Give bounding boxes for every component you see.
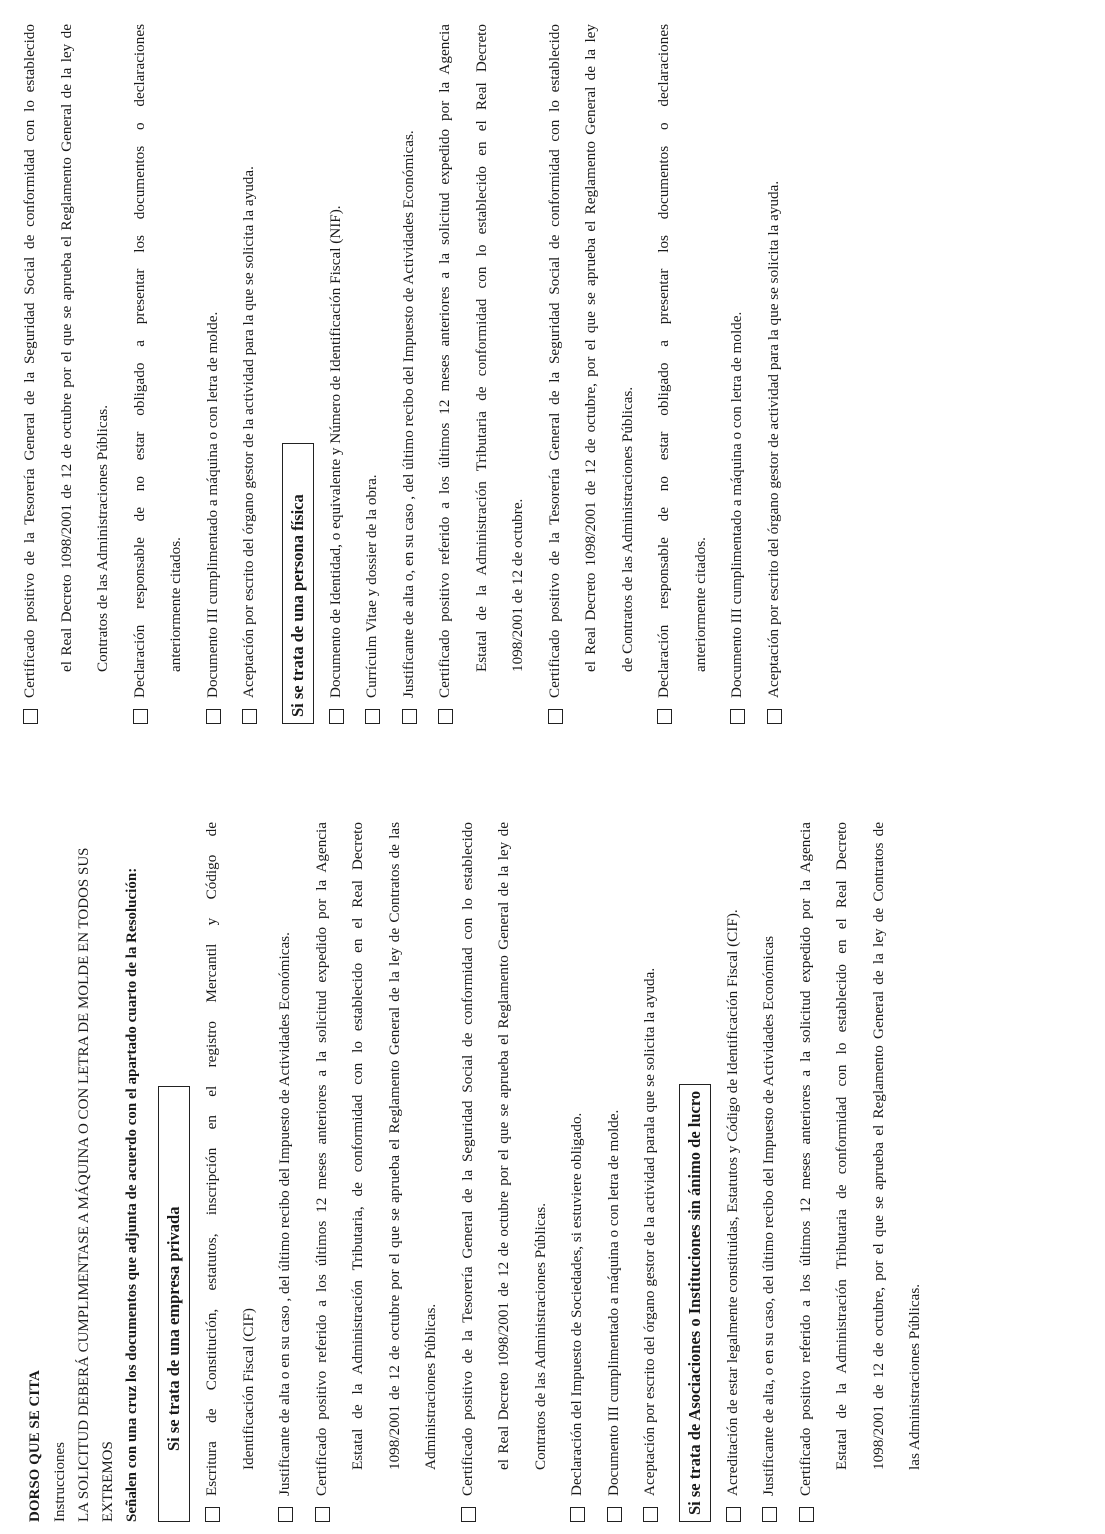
checkbox[interactable] bbox=[730, 709, 745, 724]
item-text-line: Documento III cumplimentado a máquina o con letra de molde. bbox=[728, 311, 745, 698]
checkbox[interactable] bbox=[23, 709, 38, 724]
checkbox[interactable] bbox=[607, 1507, 622, 1522]
checkbox[interactable] bbox=[365, 709, 380, 724]
item-text-line: Administraciones Públicas. bbox=[422, 1303, 439, 1470]
checkbox[interactable] bbox=[278, 1507, 293, 1522]
item-text-line: Escritura de Constitución, estatutos, inscripción en el registro Mercantil y Código de bbox=[203, 822, 220, 1496]
item-text-line: Justificante de alta o en su caso , del último recibo del Impuesto de Actividades Económicas. bbox=[276, 932, 293, 1496]
checkbox[interactable] bbox=[762, 1507, 777, 1522]
item-text-line: Documento de Identidad, o equivalente y Número de Identificación Fiscal (NIF). bbox=[326, 205, 344, 698]
item-text-line: Contratos de las Administraciones Públicas. bbox=[531, 1202, 549, 1470]
checkbox[interactable] bbox=[799, 1507, 814, 1522]
checklist-item bbox=[122, 24, 195, 724]
section-title-asociaciones: Si se trata de Asociaciones o Instituciones sin ánimo de lucro bbox=[679, 1084, 711, 1522]
checklist-item bbox=[194, 822, 267, 1522]
checklist-item bbox=[304, 822, 450, 1522]
item-text-line: Estatal de la Administración Tributaria de conformidad con lo establecido en el Real Decreto bbox=[833, 822, 850, 1470]
item-text-line: 1098/2001 de 12 de octubre. bbox=[509, 498, 526, 672]
item-text-line: Aceptación por escrito del órgano gestor de actividad para la que se solicita la ayuda. bbox=[764, 180, 782, 698]
notice-line-1: LA SOLICITUD DEBERÁ CUMPLIMENTASE A MÁQUINA O CON LETRA DE MOLDE EN TODOS SUS bbox=[76, 847, 92, 1522]
item-text-line: el Real Decreto 1098/2001 de 12 de octubre, por el que se aprueba el Reglamento General de la ley bbox=[582, 24, 599, 672]
item-text-line: Acreditación de estar legalmente constituidas, Estatutos y Código de Identificación Fiscal (CIF). bbox=[723, 909, 741, 1496]
checkbox[interactable] bbox=[643, 1507, 658, 1522]
item-text-line: Declaración responsable de no estar obligado a presentar los documentos o declaraciones bbox=[130, 24, 148, 698]
item-text-line: Estatal de la Administración Tributaria, de conformidad con lo establecido en el Real Decreto bbox=[349, 822, 366, 1470]
checklist-item bbox=[354, 24, 391, 724]
item-text-line: de Contratos de las Administraciones Públicas. bbox=[618, 386, 636, 672]
checkbox[interactable] bbox=[402, 709, 417, 724]
checkbox[interactable] bbox=[133, 709, 148, 724]
item-text-line: las Administraciones Públicas. bbox=[906, 1283, 923, 1470]
item-text-line: Certificado positivo referido a los últimos 12 meses anteriores a la solicitud expedido por la Agencia bbox=[312, 822, 330, 1496]
item-text-line: Certificado positivo referido a los últimos 12 meses anteriores a la solicitud expedido por la Agencia bbox=[796, 822, 814, 1496]
checklist-item bbox=[715, 822, 752, 1522]
checklist-item bbox=[596, 822, 633, 1522]
item-text-line: anteriormente citados. bbox=[167, 537, 184, 672]
item-text-line: Aceptación por escrito del órgano gestor de la actividad parala que se solicita la ayuda. bbox=[641, 967, 658, 1496]
section-empresa-list bbox=[194, 822, 669, 1522]
section-asociaciones-list bbox=[715, 822, 934, 1522]
checklist-item bbox=[719, 24, 756, 724]
checkbox[interactable] bbox=[657, 709, 672, 724]
item-text-line: Justificante de alta o, en su caso , del último recibo del Impuesto de Actividades Económicas. bbox=[399, 130, 417, 698]
checkbox[interactable] bbox=[315, 1507, 330, 1522]
checklist-item bbox=[756, 24, 793, 724]
checkbox[interactable] bbox=[329, 709, 344, 724]
checklist-item bbox=[751, 822, 788, 1522]
checklist-item bbox=[450, 822, 560, 1522]
item-text-line: el Real Decreto 1098/2001 de 12 de octubre por el que se aprueba el Reglamento General de la ley de bbox=[495, 822, 512, 1470]
section-title-empresa: Si se trata de una empresa privada bbox=[158, 1086, 190, 1522]
item-text-line: Certificado positivo de la Tesorería General de la Seguridad Social de conformidad con lo establecido bbox=[21, 24, 38, 698]
item-text-line: Currículm Vitae y dossier de la obra. bbox=[363, 474, 380, 698]
checkbox[interactable] bbox=[461, 1507, 476, 1522]
checkbox[interactable] bbox=[767, 709, 782, 724]
item-text-line: Documento III cumplimentado a máquina o con letra de molde. bbox=[203, 311, 221, 698]
checkbox[interactable] bbox=[206, 709, 221, 724]
checklist-item bbox=[632, 822, 669, 1522]
checklist-item bbox=[267, 822, 304, 1522]
instruction-text: Señalen con una cruz los documentos que adjunta de acuerdo con el apartado cuarto de la Resolución: bbox=[124, 867, 140, 1522]
item-text-line: Declaración del Impuesto de Sociedades, si estuviere obligado. bbox=[568, 1112, 585, 1496]
checklist-item bbox=[318, 24, 355, 724]
left-column bbox=[22, 822, 934, 1522]
checklist-item bbox=[537, 24, 647, 724]
checkbox[interactable] bbox=[726, 1507, 741, 1522]
checkbox[interactable] bbox=[438, 709, 453, 724]
item-text-line: 1098/2001 de 12 de octubre, por el que se aprueba el Reglamento General de la ley de Contratos de bbox=[869, 822, 887, 1470]
checkbox[interactable] bbox=[570, 1507, 585, 1522]
item-text-line: 1098/2001 de 12 de octubre por el que se aprueba el Reglamento General de la ley de Contratos de las bbox=[385, 822, 403, 1470]
notice-line-2: EXTREMOS bbox=[100, 1441, 116, 1522]
checklist-item bbox=[195, 24, 232, 724]
right-column bbox=[12, 24, 792, 724]
item-text-line: Identificación Fiscal (CIF) bbox=[239, 1308, 257, 1470]
item-text-line: el Real Decreto 1098/2001 de 12 de octubre por el que se aprueba el Reglamento General de la ley de bbox=[57, 24, 75, 672]
item-text-line: Estatal de la Administración Tributaria de conformidad con lo establecido en el Real Decreto bbox=[472, 24, 490, 672]
item-text-line: Contratos de las Administraciones Públicas. bbox=[94, 404, 111, 672]
checklist-item bbox=[427, 24, 537, 724]
form-title: DORSO QUE SE CITA bbox=[27, 1370, 43, 1522]
form-subtitle: Instrucciones bbox=[52, 1442, 68, 1522]
section-title-persona: Si se trata de una persona física bbox=[282, 443, 314, 724]
item-text-line: anteriormente citados. bbox=[691, 537, 709, 672]
item-text-line: Certificado positivo de la Tesorería General de la Seguridad Social de conformidad con lo establecido bbox=[545, 24, 563, 698]
item-text-line: Certificado positivo referido a los últimos 12 meses anteriores a la solicitud expedido por la Agencia bbox=[436, 24, 453, 698]
checklist-item bbox=[12, 24, 122, 724]
checklist-item bbox=[391, 24, 428, 724]
checkbox[interactable] bbox=[242, 709, 257, 724]
item-text-line: Documento III cumplimentado a máquina o con letra de molde. bbox=[604, 1109, 622, 1496]
section-persona-list bbox=[318, 24, 793, 724]
checklist-item bbox=[559, 822, 596, 1522]
item-text-line: Justificante de alta, o en su caso, del último recibo del Impuesto de Actividades Económicas bbox=[760, 935, 777, 1496]
item-text-line: Aceptación por escrito del órgano gestor de la actividad para la que se solicita la ayuda. bbox=[240, 166, 257, 698]
checklist-item bbox=[788, 822, 934, 1522]
item-text-line: Certificado positivo de la Tesorería General de la Seguridad Social de conformidad con lo establecido bbox=[458, 822, 476, 1496]
right-top-list bbox=[12, 24, 268, 724]
checkbox[interactable] bbox=[548, 709, 563, 724]
checklist-item bbox=[231, 24, 268, 724]
item-text-line: Declaración responsable de no estar obligado a presentar los documentos o declaraciones bbox=[655, 24, 672, 698]
checklist-item bbox=[646, 24, 719, 724]
checkbox[interactable] bbox=[205, 1507, 220, 1522]
